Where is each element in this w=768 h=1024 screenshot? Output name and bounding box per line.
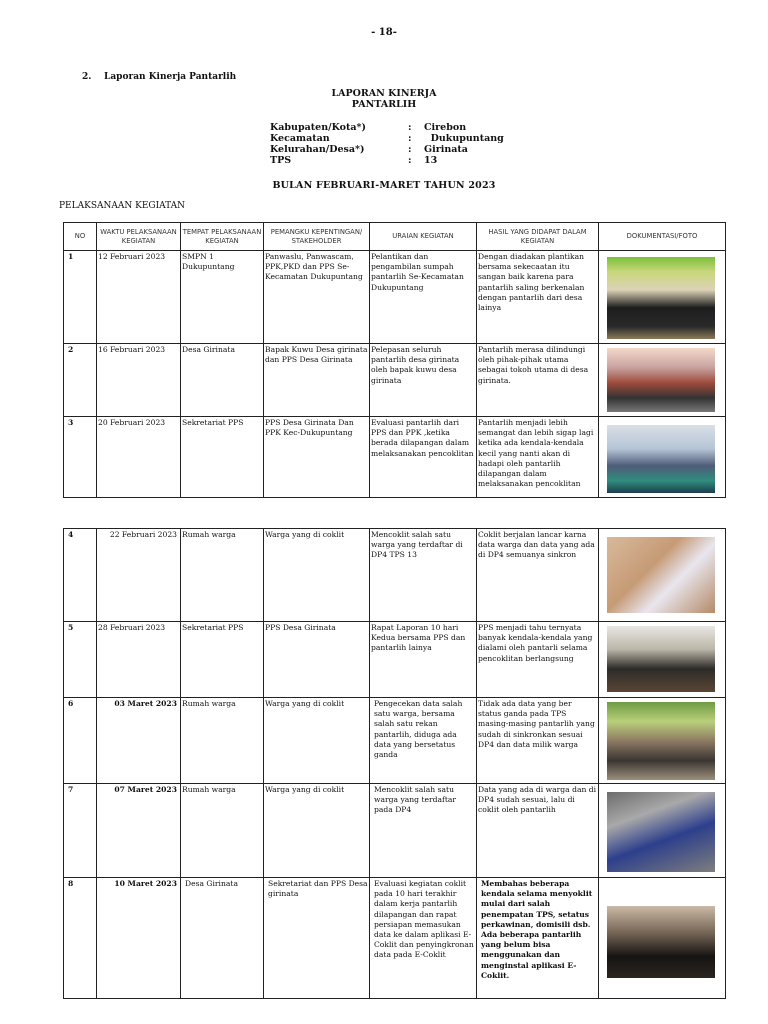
- header-no: NO: [64, 223, 97, 251]
- row-activity: Mencoklit salah satu warga yang terdaftar pada DP4: [370, 784, 477, 878]
- table-row: [64, 251, 726, 344]
- row-no: 5: [64, 622, 97, 698]
- section-number: 2.: [82, 72, 92, 82]
- row-result: Tidak ada data yang ber status ganda pada TPS masing-masing pantarlih yang sudah di sinkronkan sesuai DP4 dan data milik warga: [477, 698, 599, 784]
- table-row: [64, 417, 726, 498]
- report-title-line1: LAPORAN KINERJA: [331, 88, 437, 99]
- row-result: Pantarlih merasa dilindungi oleh pihak-pihak utama sebagai tokoh utama di desa girinata.: [477, 344, 599, 417]
- activity-table-1: [63, 222, 726, 498]
- meta-row-kabupaten: Kabupaten/Kota*) : Cirebon: [270, 122, 467, 133]
- meta-label: TPS: [270, 155, 292, 166]
- row-photo-cell: [599, 698, 726, 784]
- meta-value: Dukupuntang: [424, 133, 504, 144]
- row-photo-cell: [599, 622, 726, 698]
- row-no: 2: [64, 344, 97, 417]
- header-pemangku: PEMANGKU KEPENTINGAN/ STAKEHOLDER: [264, 223, 370, 251]
- row-date: 10 Maret 2023: [97, 878, 181, 999]
- row-result: Coklit berjalan lancar karna data warga dan data yang ada di DP4 semuanya sinkron: [477, 529, 599, 622]
- row-date: 16 Februari 2023: [97, 344, 181, 417]
- table-row: [64, 344, 726, 417]
- house-visit-photo: [607, 702, 715, 780]
- row-result: Pantarlih menjadi lebih semangat dan lebih sigap lagi ketika ada kendala-kendala kecil yang nanti akan di hadapi oleh pantarlih dilapangan dalam melaksanakan pencoklitan: [477, 417, 599, 498]
- row-no: 1: [64, 251, 97, 344]
- header-uraian: URAIAN KEGIATAN: [370, 223, 477, 251]
- row-no: 6: [64, 698, 97, 784]
- meta-row-tps: TPS : 13: [270, 155, 438, 166]
- row-no: 3: [64, 417, 97, 498]
- row-photo-cell: [599, 417, 726, 498]
- table-header-row: [64, 223, 726, 251]
- sub-heading: PELAKSANAAN KEGIATAN: [59, 201, 186, 211]
- row-photo-cell: [599, 878, 726, 999]
- row-stakeholder: Warga yang di coklit: [264, 698, 370, 784]
- row-stakeholder: PPS Desa Girinata: [264, 622, 370, 698]
- row-photo-cell: [599, 251, 726, 344]
- report-period: BULAN FEBRUARI-MARET TAHUN 2023: [272, 180, 496, 191]
- row-date: 28 Februari 2023: [97, 622, 181, 698]
- table-row: [64, 622, 726, 698]
- row-place: SMPN 1 Dukupuntang: [181, 251, 264, 344]
- row-no: 7: [64, 784, 97, 878]
- row-stakeholder: Sekretariat dan PPS Desa girinata: [264, 878, 370, 999]
- meta-row-kelurahan: Kelurahan/Desa*) : Girinata: [270, 144, 468, 155]
- row-place: Desa Girinata: [181, 878, 264, 999]
- meeting-room-photo: [607, 626, 715, 692]
- row-place: Rumah warga: [181, 529, 264, 622]
- row-no: 4: [64, 529, 97, 622]
- section-title: Laporan Kinerja Pantarlih: [104, 72, 237, 82]
- row-stakeholder: PPS Desa Girinata Dan PPK Kec-Dukupuntang: [264, 417, 370, 498]
- row-place: Sekretariat PPS: [181, 417, 264, 498]
- row-activity: Evaluasi pantarlih dari PPS dan PPK ,ketika berada dilapangan dalam melaksanakan pencoklitan: [370, 417, 477, 498]
- row-activity: Rapat Laporan 10 hari Kedua bersama PPS dan pantarlih lainya: [370, 622, 477, 698]
- row-place: Desa Girinata: [181, 344, 264, 417]
- row-photo-cell: [599, 529, 726, 622]
- row-result: PPS menjadi tahu ternyata banyak kendala-kendala yang dialami oleh pantarli selama pencoklitan berlangsung: [477, 622, 599, 698]
- section-heading: [82, 72, 236, 82]
- header-foto: DOKUMENTASI/FOTO: [599, 223, 726, 251]
- row-activity: Evaluasi kegiatan coklit pada 10 hari terakhir dalam kerja pantarlih dilapangan dan rapat persiapan memasukan data ke dalam aplikasi E-Coklit dan penyingkronan data pada E-Coklit: [370, 878, 477, 999]
- row-photo-cell: [599, 784, 726, 878]
- row-activity: Pengecekan data salah satu warga, bersama salah satu rekan pantarlih, diduga ada data yang bersetatus ganda: [370, 698, 477, 784]
- ceremony-photo: [607, 348, 715, 412]
- row-activity: Pelantikan dan pengambilan sumpah pantarlih Se-Kecamatan Dukupuntang: [370, 251, 477, 344]
- row-activity: Pelepasan seluruh pantarlih desa girinata oleh bapak kuwu desa girinata: [370, 344, 477, 417]
- meta-label: Kabupaten/Kota*): [270, 122, 366, 133]
- row-result: Dengan diadakan plantikan bersama sekecaatan itu sangan baik karena para pantarlih saling berkenalan dengan pantarlih dari desa lainya: [477, 251, 599, 344]
- row-place: Rumah warga: [181, 784, 264, 878]
- meeting-photo: [607, 425, 715, 493]
- header-hasil: HASIL YANG DIDAPAT DALAM KEGIATAN: [477, 223, 599, 251]
- meta-row-kecamatan: Kecamatan : Dukupuntang: [270, 133, 504, 144]
- report-meta: [270, 122, 504, 166]
- coklit-photo: [607, 537, 715, 613]
- table-row: [64, 878, 726, 999]
- outdoor-coklit-photo: [607, 792, 715, 872]
- row-date: 22 Februari 2023: [97, 529, 181, 622]
- report-title-line2: PANTARLIH: [351, 99, 417, 110]
- row-stakeholder: Panwaslu, Panwascam, PPK,PKD dan PPS Se-Kecamatan Dukupuntang: [264, 251, 370, 344]
- row-place: Rumah warga: [181, 698, 264, 784]
- row-date: 07 Maret 2023: [97, 784, 181, 878]
- table-row: [64, 529, 726, 622]
- table-row: [64, 784, 726, 878]
- page-number: - 18-: [371, 27, 397, 38]
- row-stakeholder: Bapak Kuwu Desa girinata dan PPS Desa Girinata: [264, 344, 370, 417]
- row-date: 12 Februari 2023: [97, 251, 181, 344]
- group-photo: [607, 257, 715, 339]
- row-stakeholder: Warga yang di coklit: [264, 529, 370, 622]
- row-place: Sekretariat PPS: [181, 622, 264, 698]
- night-meeting-photo: [607, 906, 715, 978]
- activity-table-2: [63, 528, 726, 999]
- row-result: Membahas beberapa kendala selama menyoklit mulai dari salah penempatan TPS, setatus perkawinan, domisili dsb. Ada beberapa pantarlih yang belum bisa menggunakan dan menginstal aplikasi E-Coklit.: [477, 878, 599, 999]
- row-activity: Mencoklit salah satu warga yang terdaftar di DP4 TPS 13: [370, 529, 477, 622]
- row-stakeholder: Warga yang di coklit: [264, 784, 370, 878]
- row-photo-cell: [599, 344, 726, 417]
- header-waktu: WAKTU PELAKSANAAN KEGIATAN: [97, 223, 181, 251]
- meta-label: Kecamatan: [270, 133, 330, 144]
- meta-value: 13: [424, 155, 438, 166]
- table-row: [64, 698, 726, 784]
- row-date: 20 Februari 2023: [97, 417, 181, 498]
- meta-value: Girinata: [424, 144, 468, 155]
- meta-value: Cirebon: [424, 122, 467, 133]
- header-tempat: TEMPAT PELAKSANAAN KEGIATAN: [181, 223, 264, 251]
- report-title: [0, 88, 768, 110]
- meta-label: Kelurahan/Desa*): [270, 144, 365, 155]
- row-result: Data yang ada di warga dan di DP4 sudah sesuai, lalu di coklit oleh pantarlih: [477, 784, 599, 878]
- row-date: 03 Maret 2023: [97, 698, 181, 784]
- row-no: 8: [64, 878, 97, 999]
